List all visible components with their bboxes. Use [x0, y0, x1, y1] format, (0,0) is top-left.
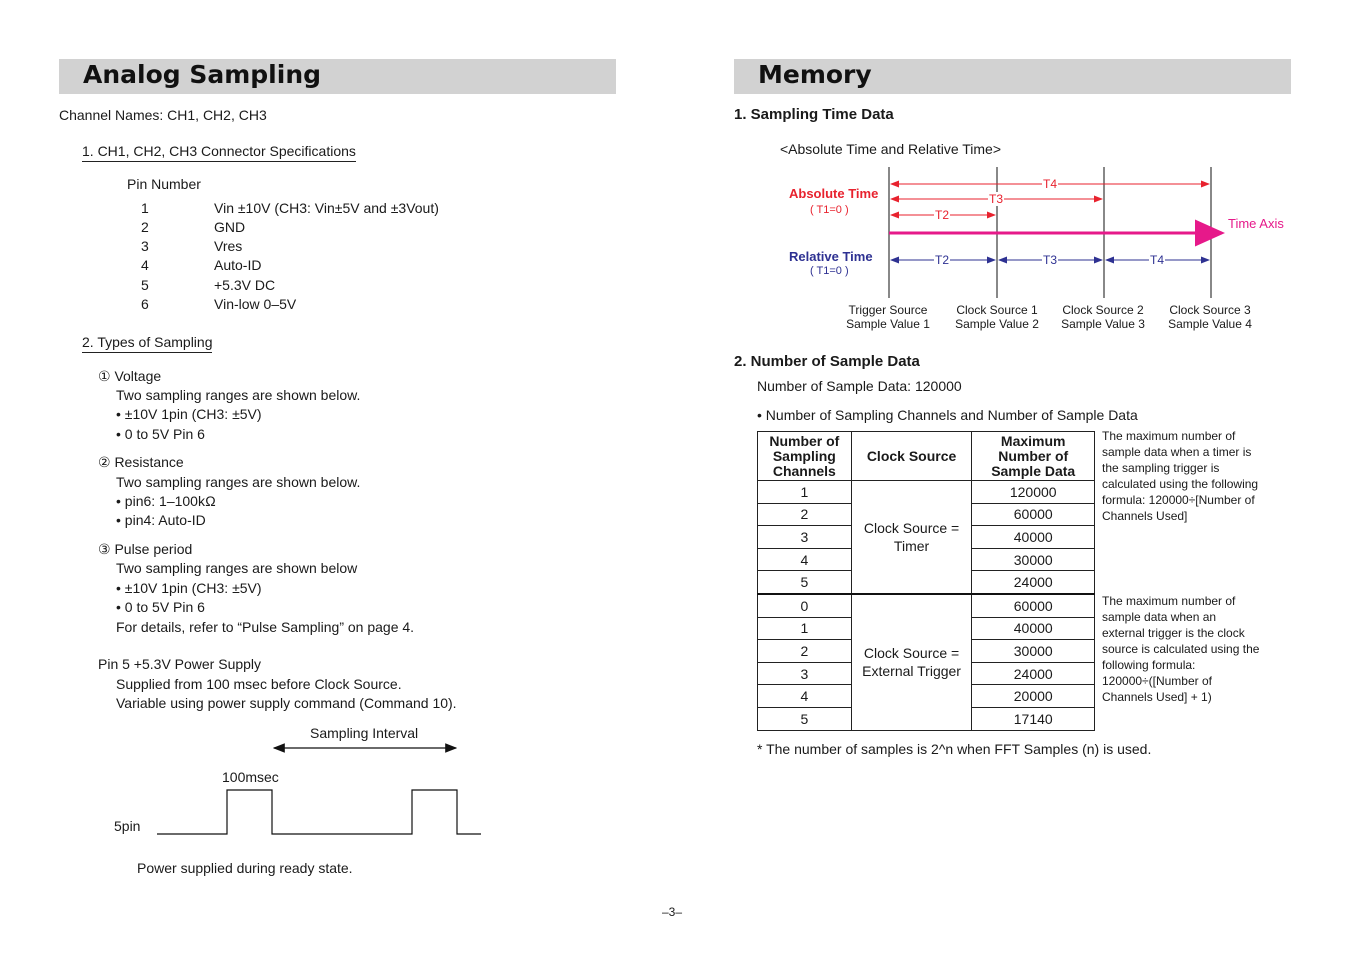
channels-cell: 1: [758, 617, 852, 640]
relative-t2-label: T2: [935, 253, 950, 267]
waveform-caption: Power supplied during ready state.: [137, 860, 353, 876]
pulse-details: For details, refer to “Pulse Sampling” on page 4.: [116, 619, 415, 635]
absolute-time-label: Absolute Time: [789, 186, 879, 201]
max-cell: 20000: [972, 685, 1095, 708]
relative-time-sub: ( T1=0 ): [810, 265, 849, 277]
max-cell: 60000: [972, 503, 1095, 526]
table-intro: • Number of Sampling Channels and Number of Sample Data: [757, 407, 1138, 423]
channels-cell: 2: [758, 503, 852, 526]
source-label: Clock Source 3 Sample Value 4: [1168, 303, 1252, 331]
resistance-desc: Two sampling ranges are shown below.: [116, 474, 361, 490]
msec-label: 100msec: [222, 769, 279, 785]
table-row: [758, 481, 1095, 504]
pulse-bullet: • ±10V 1pin (CH3: ±5V): [116, 580, 262, 596]
pin-number: 3: [141, 238, 149, 254]
pin-description: Vres: [214, 238, 243, 254]
table-header-row: [758, 432, 1095, 481]
power-line: Supplied from 100 msec before Clock Source.: [116, 676, 402, 692]
section-heading-time-data: 1. Sampling Time Data: [734, 106, 894, 123]
max-cell: 120000: [972, 481, 1095, 504]
channel-names: Channel Names: CH1, CH2, CH3: [59, 107, 267, 123]
section-heading-connector: 1. CH1, CH2, CH3 Connector Specifications: [82, 143, 356, 162]
resistance-bullet: • pin4: Auto-ID: [116, 512, 206, 528]
channels-cell: 4: [758, 685, 852, 708]
voltage-bullet: • ±10V 1pin (CH3: ±5V): [116, 406, 262, 422]
note-external-formula: The maximum number of sample data when an external trigger is the clock source is calculated using the following formula: 120000÷([Number of Channels Used] + 1): [1102, 594, 1260, 704]
timing-diagram: [0, 0, 1351, 340]
time-axis-label: Time Axis: [1228, 216, 1284, 231]
voltage-desc: Two sampling ranges are shown below.: [116, 387, 361, 403]
pulse-title: ③ Pulse period: [98, 541, 193, 557]
channels-cell: 2: [758, 640, 852, 663]
max-cell: 40000: [972, 526, 1095, 549]
clock-source-external: Clock Source = External Trigger: [851, 594, 972, 730]
max-cell: 24000: [972, 571, 1095, 594]
section-heading-sample-data: 2. Number of Sample Data: [734, 353, 920, 370]
pin-number: 2: [141, 219, 149, 235]
power-line: Variable using power supply command (Command 10).: [116, 695, 457, 711]
pin-number: 4: [141, 257, 149, 273]
page-title: Analog Sampling: [83, 60, 322, 89]
relative-t4-label: T4: [1150, 253, 1165, 267]
max-cell: 30000: [972, 548, 1095, 571]
relative-time-label: Relative Time: [789, 249, 873, 264]
channels-cell: 5: [758, 707, 852, 730]
absolute-t3-label: T3: [989, 192, 1004, 206]
header-channels: Number of Sampling Channels: [758, 432, 852, 481]
section-heading-types: 2. Types of Sampling: [82, 334, 212, 353]
page-number: –3–: [662, 905, 683, 919]
max-cell: 40000: [972, 617, 1095, 640]
max-cell: 17140: [972, 707, 1095, 730]
page-title: Memory: [758, 60, 872, 89]
pin-description: GND: [214, 219, 246, 235]
pin-number-header: Pin Number: [127, 176, 201, 192]
fft-footnote: * The number of samples is 2^n when FFT Samples (n) is used.: [757, 741, 1152, 757]
resistance-title: ② Resistance: [98, 454, 184, 470]
sample-data-table: [757, 431, 1095, 731]
source-label: Clock Source 2 Sample Value 3: [1061, 303, 1145, 331]
power-title: Pin 5 +5.3V Power Supply: [98, 656, 262, 672]
header-clock-source: Clock Source: [851, 432, 972, 481]
sample-count: Number of Sample Data: 120000: [757, 378, 962, 394]
pin-number: 1: [141, 200, 149, 216]
source-label: Trigger Source Sample Value 1: [846, 303, 930, 331]
pin-number: 6: [141, 296, 149, 312]
absolute-time-sub: ( T1=0 ): [810, 204, 849, 216]
pin-description: +5.3V DC: [214, 277, 276, 293]
pulse-waveform: [157, 790, 481, 834]
table-row: [758, 594, 1095, 617]
pin-description: Vin ±10V (CH3: Vin±5V and ±3Vout): [214, 200, 439, 216]
resistance-bullet: • pin6: 1–100kΩ: [116, 493, 216, 509]
channels-cell: 4: [758, 548, 852, 571]
voltage-title: ① Voltage: [98, 368, 162, 384]
max-cell: 60000: [972, 594, 1095, 617]
pulse-desc: Two sampling ranges are shown below: [116, 560, 358, 576]
clock-source-timer: Clock Source = Timer: [851, 481, 972, 594]
relative-t3-label: T3: [1043, 253, 1058, 267]
pin-description: Vin-low 0–5V: [214, 296, 297, 312]
pulse-bullet: • 0 to 5V Pin 6: [116, 599, 205, 615]
header-max-samples: Maximum Number of Sample Data: [972, 432, 1095, 481]
channels-cell: 0: [758, 594, 852, 617]
sampling-interval-label: Sampling Interval: [310, 725, 419, 741]
pin-label: 5pin: [114, 818, 141, 834]
channels-cell: 5: [758, 571, 852, 594]
channels-cell: 3: [758, 526, 852, 549]
absolute-t2-label: T2: [935, 208, 950, 222]
max-cell: 24000: [972, 662, 1095, 685]
voltage-bullet: • 0 to 5V Pin 6: [116, 426, 205, 442]
note-timer-formula: The maximum number of sample data when a timer is the sampling trigger is calculated using the following formula: 120000÷[Number of Channels Used]: [1102, 429, 1259, 523]
absolute-t4-label: T4: [1043, 177, 1058, 191]
source-label: Clock Source 1 Sample Value 2: [955, 303, 1039, 331]
max-cell: 30000: [972, 640, 1095, 663]
time-subtitle: <Absolute Time and Relative Time>: [780, 141, 1002, 157]
channels-cell: 1: [758, 481, 852, 504]
pin-number: 5: [141, 277, 149, 293]
channels-cell: 3: [758, 662, 852, 685]
pin-description: Auto-ID: [214, 257, 262, 273]
